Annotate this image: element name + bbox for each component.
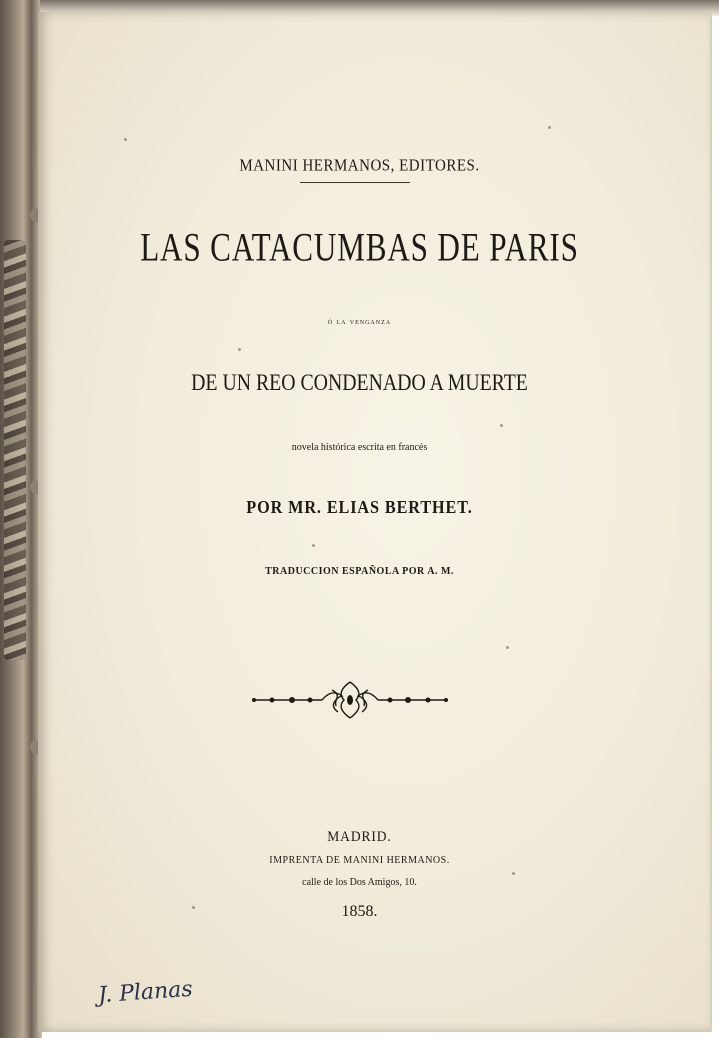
- subtitle-connector: ó la venganza: [327, 316, 392, 326]
- genre-line: novela histórica escrita en francés: [291, 442, 428, 453]
- imprint-printer: IMPRENTA DE MANINI HERMANOS.: [269, 855, 450, 866]
- handwritten-signature: J. Planas: [97, 976, 194, 1009]
- author-line: POR MR. ELIAS BERTHET.: [246, 497, 473, 517]
- publisher-rule: [300, 182, 410, 183]
- imprint-city: MADRID.: [327, 829, 392, 845]
- imprint-address: calle de los Dos Amigos, 10.: [302, 877, 417, 888]
- imprint-year: 1858.: [341, 903, 378, 920]
- book-subtitle: DE UN REO CONDENADO A MUERTE: [191, 370, 528, 395]
- book-title: LAS CATACUMBAS DE PARIS: [140, 225, 579, 271]
- publisher-line: MANINI HERMANOS, EDITORES.: [239, 156, 480, 176]
- translation-line: TRADUCCION ESPAÑOLA POR A. M.: [265, 566, 454, 577]
- floral-ornament-icon: [252, 678, 448, 722]
